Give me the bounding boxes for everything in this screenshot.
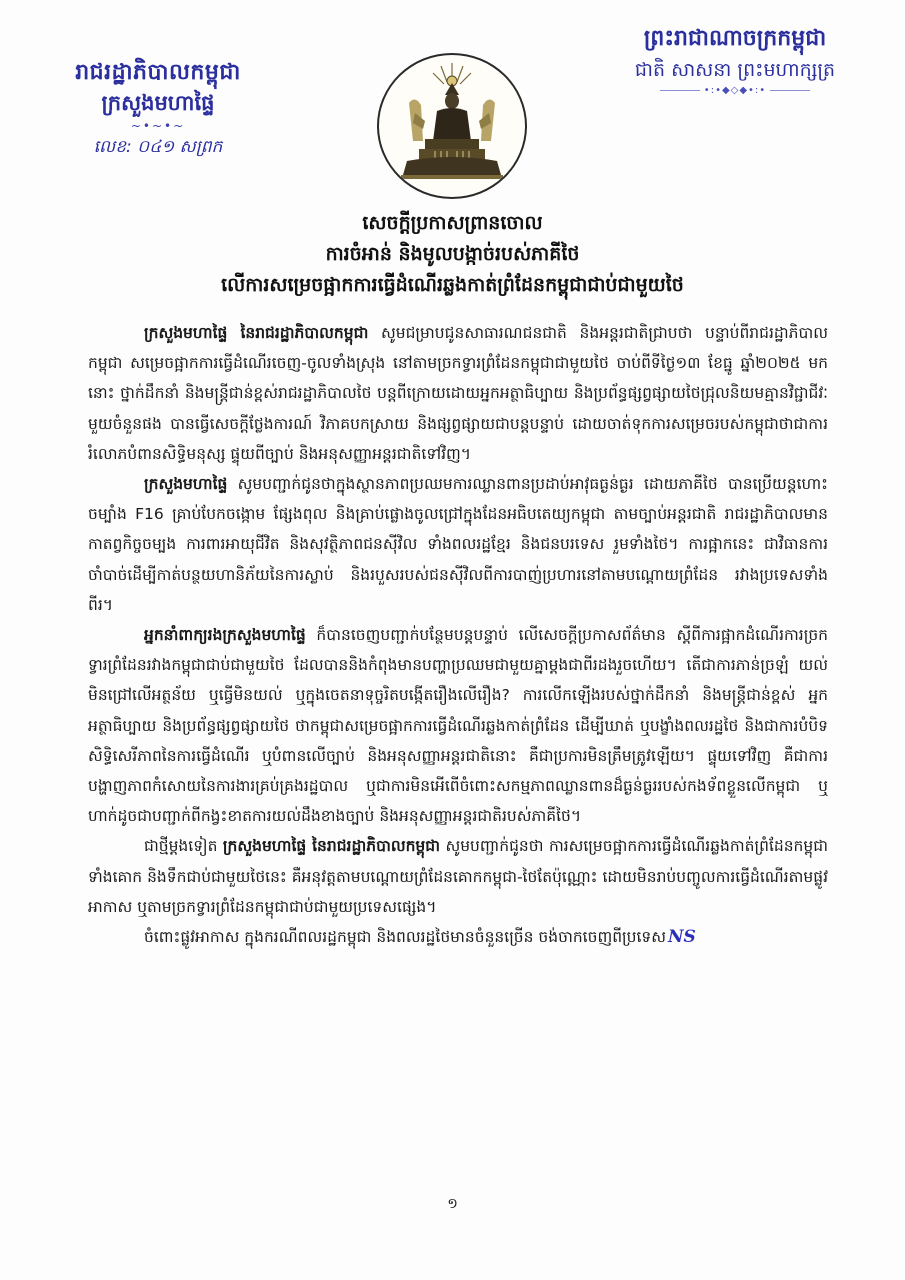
handwritten-initials: NS [668, 927, 696, 948]
issuer-block [58, 58, 258, 160]
paragraph-lead: អ្នកនាំពាក្យរងក្រសួងមហាផ្ទៃ [144, 626, 306, 645]
document-body [88, 318, 828, 952]
paragraph-prefix: ជាថ្មីម្តងទៀត [144, 837, 223, 856]
divider-line [770, 90, 810, 91]
ministry-name: ក្រសួងមហាផ្ទៃ [101, 91, 215, 115]
paragraph-text: សូមជម្រាបជូនសាធារណជនជាតិ និងអន្តរជាតិជ្រាបថា បន្ទាប់ពីរាជរដ្ឋាភិបាលកម្ពុជា សម្រេចផ្អាកការធ្វើដំណើរចេញ-ចូលទាំងស្រុង នៅតាមច្រកទ្វារព្រំដែនកម្ពុជាជាមួយថៃ ចាប់ពីទីថ្ងៃ១៣ ខែធ្នូ ឆ្នាំ២០២៥ មកនោះ ថ្នាក់ដឹកនាំ និងមន្ត្រីជាន់ខ្ពស់រាជរដ្ឋាភិបាលថៃ បន្តពីក្រោយដោយអ្នកអត្ថាធិប្បាយ និងប្រព័ន្ធផ្សព្វផ្សាយថៃជ្រុលនិយមគ្មានវិជ្ជាជីវៈមួយចំនួនផង បានធ្វើសេចក្តីថ្លែងការណ៍ វិភាគបកស្រាយ និងផ្សព្វផ្សាយជាបន្តបន្ទាប់ ដោយចាត់ទុកការសម្រេចរបស់កម្ពុជាថាជាការរំលោភបំពានសិទ្ធិមនុស្ស ផ្ទុយពីច្បាប់ និងអនុសញ្ញាអន្តរជាតិទៅវិញ។ [88, 324, 828, 463]
paragraph-lead: ក្រសួងមហាផ្ទៃ នៃរាជរដ្ឋាភិបាលកម្ពុជា [222, 837, 441, 856]
paragraph-text: សូមបញ្ជាក់ជូនថា ការសម្រេចផ្អាកការធ្វើដំណើរឆ្លងកាត់ព្រំដែនកម្ពុជាទាំងគោក និងទឹកជាប់ជាមួយថៃនេះ គឺអនុវត្តតាមបណ្តោយព្រំដែនគោកកម្ពុជា-ថៃតែប៉ុណ្ណោះ ដោយមិនរាប់បញ្ចូលការធ្វើដំណើរតាមផ្លូវអាកាស ឬតាមច្រកទ្វារព្រំដែនកម្ពុជាជាប់ជាមួយប្រទេសផ្សេង។ [88, 837, 828, 916]
paragraph-text: សូមបញ្ជាក់ជូនថាក្នុងស្ថានភាពប្រឈមការឈ្លានពានប្រដាប់អាវុធធ្ងន់ធ្ងរ ដោយភាគីថៃ បានប្រើយន្តហោះចម្បាំង F16 គ្រាប់បែកចង្កោម ផ្សែងពុល និងគ្រាប់ផ្លោងចូលជ្រៅក្នុងដែនអធិបតេយ្យកម្ពុជា តាមច្បាប់អន្តរជាតិ រាជរដ្ឋាភិបាលមានកាតព្វកិច្ចចម្បង ការពារអាយុជីវិត និងសុវត្ថិភាពជនស៊ីវិល ទាំងពលរដ្ឋខ្មែរ និងជនបរទេស រួមទាំងថៃ។ ការផ្អាកនេះ ជាវិធានការចាំបាច់ដើម្បីកាត់បន្ថយហានិភ័យនៃការស្លាប់ និងរបួសរបស់ជនស៊ីវិលពីការបាញ់ប្រហារនៅតាមបណ្តោយព្រំដែន រវាងប្រទេសទាំងពីរ។ [88, 475, 828, 614]
paragraph-2 [88, 469, 828, 620]
paragraph-lead: ក្រសួងមហាផ្ទៃ [144, 475, 228, 494]
ornament-divider-icon: ~•~•~ [130, 119, 186, 133]
page-number: ១ [447, 1196, 458, 1212]
royal-emblem-icon [377, 53, 527, 199]
national-motto: ជាតិ សាសនា ព្រះមហាក្សត្រ [634, 59, 836, 81]
reference-number: លេខ: ០៤១ សព្រក [93, 137, 223, 157]
paragraph-4 [88, 831, 828, 922]
paragraph-lead: ក្រសួងមហាផ្ទៃ នៃរាជរដ្ឋាភិបាលកម្ពុជា [144, 324, 369, 342]
paragraph-5 [88, 922, 828, 952]
kingdom-block [600, 22, 870, 98]
divider-line [660, 90, 700, 91]
paragraph-text: ចំពោះផ្លូវអាកាស ក្នុងករណីពលរដ្ឋកម្ពុជា និងពលរដ្ឋថៃមានចំនួនច្រើន ចង់ចាកចេញពីប្រទេស [144, 928, 667, 947]
government-name: រាជរដ្ឋាភិបាលកម្ពុជា [75, 60, 241, 85]
title-line-2: ការចំអាន់ និងមូលបង្កាច់របស់ភាគីថៃ [325, 243, 580, 265]
title-line-1: សេចក្តីប្រកាសព្រានចោល [362, 212, 543, 234]
ornament-divider-icon: •:•◆◇◆•:• [600, 84, 870, 98]
paragraph-1 [88, 318, 828, 469]
paragraph-3 [88, 620, 828, 831]
title-line-3: លើការសម្រេចផ្អាកការធ្វើដំណើរឆ្លងកាត់ព្រំដែនកម្ពុជាជាប់ជាមួយថៃ [221, 274, 684, 296]
kingdom-name: ព្រះរាជាណាចក្រកម្ពុជា [643, 26, 827, 51]
paragraph-text: ក៏បានចេញបញ្ជាក់បន្ថែមបន្តបន្ទាប់ លើសេចក្តីប្រកាសព័ត៌មាន ស្តីពីការផ្អាកដំណើរការច្រកទ្វារព្រំដែនរវាងកម្ពុជាជាប់ជាមួយថៃ ដែលបាននិងកំពុងមានបញ្ហាប្រឈមជាមួយគ្នាម្តងជាពីរដងរួចហើយ។ តើជាការភាន់ច្រឡំ យល់មិនជ្រៅលើអត្ថន័យ ឬធ្វើមិនយល់ ឬក្នុងចេតនាទុច្ចរិតបង្កើតរឿងលើរឿង? ការលើកឡើងរបស់ថ្នាក់ដឹកនាំ និងមន្ត្រីជាន់ខ្ពស់ អ្នកអត្ថាធិប្បាយ និងប្រព័ន្ធផ្សព្វផ្សាយថៃ ថាកម្ពុជាសម្រេចផ្អាកការធ្វើដំណើរឆ្លងកាត់ព្រំដែន ដើម្បីឃាត់ ឬបង្ខាំងពលរដ្ឋថៃ និងជាការបំបិទសិទ្ធិសេរីភាពនៃការធ្វើដំណើរ ឬបំពានលើច្បាប់ និងអនុសញ្ញាអន្តរជាតិនោះ គឺជាប្រការមិនត្រឹមត្រូវឡើយ។ ផ្ទុយទៅវិញ គឺជាការបង្ហាញភាពកំសោយនៃការងារគ្រប់គ្រងរដ្ឋបាល ឬជាការមិនអើពើចំពោះសកម្មភាពឈ្លានពានដ៏ធ្ងន់ធ្ងររបស់កងទ័ពខ្លួនលើកម្ពុជា ឬហាក់ដូចជាបញ្ជាក់ពីកង្វះខាតការយល់ដឹងខាងច្បាប់ និងអនុសញ្ញាអន្តរជាតិរបស់ភាគីថៃ។ [88, 626, 828, 826]
document-title [100, 208, 805, 301]
